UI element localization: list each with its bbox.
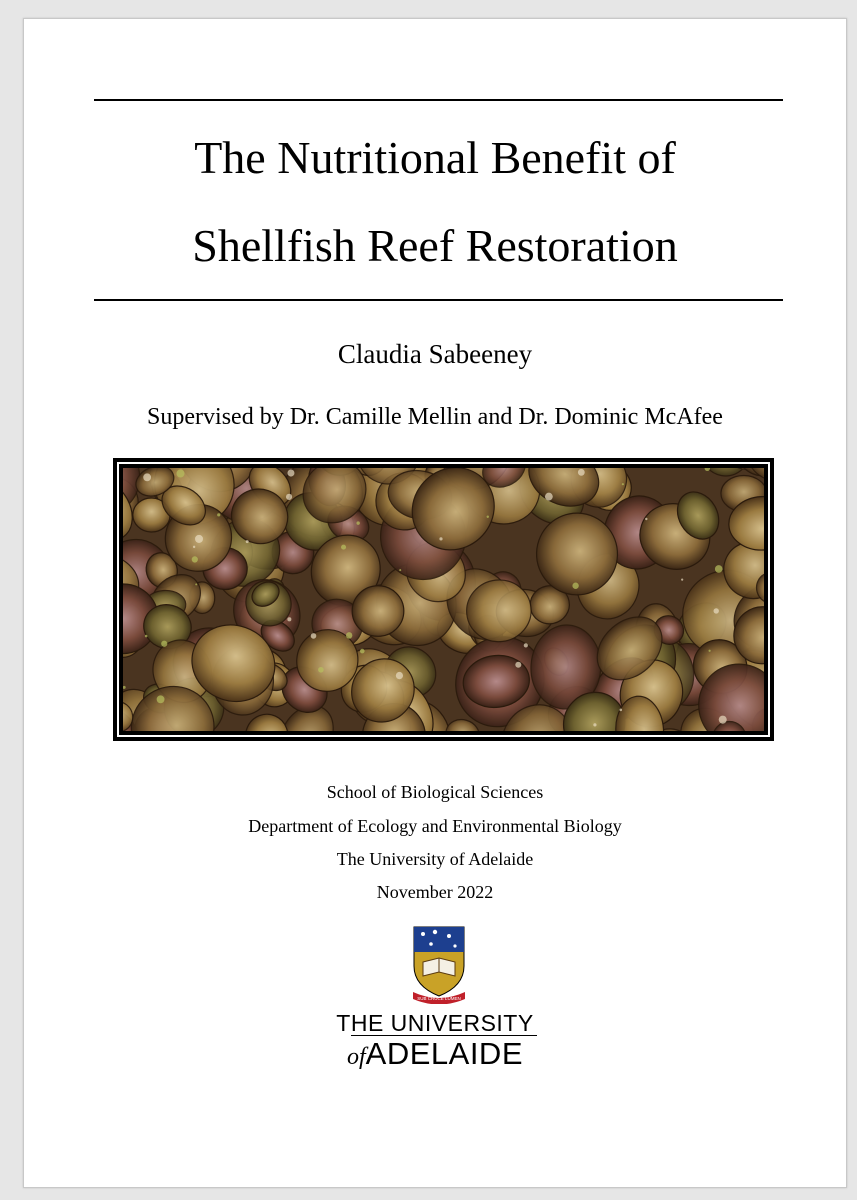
shell-highlight [143, 473, 151, 481]
logo-adelaide: ADELAIDE [365, 1036, 523, 1071]
shell-highlight [396, 672, 403, 679]
shell-highlight [192, 556, 198, 562]
shell-highlight [246, 540, 249, 543]
shell-highlight [572, 583, 578, 589]
supervisors: Supervised by Dr. Camille Mellin and Dr. Dominic McAfee [147, 404, 723, 430]
oyster-reef-photo [123, 468, 764, 731]
logo-of: of [346, 1044, 366, 1070]
crest-motto: SUB CRUCE LUMEN [417, 996, 461, 1001]
shell-highlight [311, 633, 317, 639]
oyster-shell [352, 586, 404, 637]
shell-highlight [217, 513, 220, 516]
shell-highlight [719, 716, 727, 724]
shell-highlight [346, 632, 352, 638]
shell-highlight [195, 535, 203, 543]
author-name: Claudia Sabeeney [337, 339, 533, 369]
department: Department of Ecology and Environmental Biology [248, 816, 622, 836]
shell-highlight [545, 493, 553, 501]
shell-highlight [287, 617, 291, 621]
shell-highlight [176, 469, 184, 477]
top-rule [94, 99, 783, 101]
shell-highlight [318, 667, 324, 673]
shell-highlight [593, 723, 596, 726]
shell-highlight [645, 518, 647, 520]
shell-highlight [578, 469, 585, 476]
shell-highlight [341, 545, 346, 550]
shell-highlight [195, 583, 197, 585]
shell-highlight [439, 537, 442, 540]
logo-name-line-2 [24, 1036, 846, 1072]
title-line-1: The Nutritional Benefit of [194, 132, 676, 183]
shell-highlight [515, 662, 521, 668]
shell-highlight [709, 650, 711, 652]
shell-highlight [714, 608, 719, 613]
shell-highlight [681, 579, 683, 581]
shell-highlight [622, 483, 624, 485]
shell-highlight [287, 470, 294, 477]
cover-photo [113, 458, 774, 741]
date: November 2022 [376, 882, 494, 902]
shell-highlight [524, 643, 528, 647]
shell-highlight [399, 569, 401, 571]
shell-highlight [193, 546, 195, 548]
bottom-rule [94, 299, 783, 301]
school: School of Biological Sciences [326, 782, 544, 802]
shell-highlight [161, 641, 167, 647]
shell-highlight [487, 516, 489, 518]
shell-highlight [145, 635, 148, 638]
shell-highlight [360, 649, 365, 654]
document-page [23, 18, 847, 1188]
university: The University of Adelaide [336, 849, 534, 869]
university-crest-icon [409, 924, 469, 1004]
shell-highlight [715, 565, 723, 573]
title-line-2: Shellfish Reef Restoration [192, 220, 678, 271]
shell-highlight [356, 521, 359, 524]
shell-highlight [286, 494, 292, 500]
shell-highlight [619, 709, 622, 712]
shell-highlight [157, 695, 165, 703]
logo-name-line-1: THE UNIVERSITY [336, 1010, 534, 1036]
